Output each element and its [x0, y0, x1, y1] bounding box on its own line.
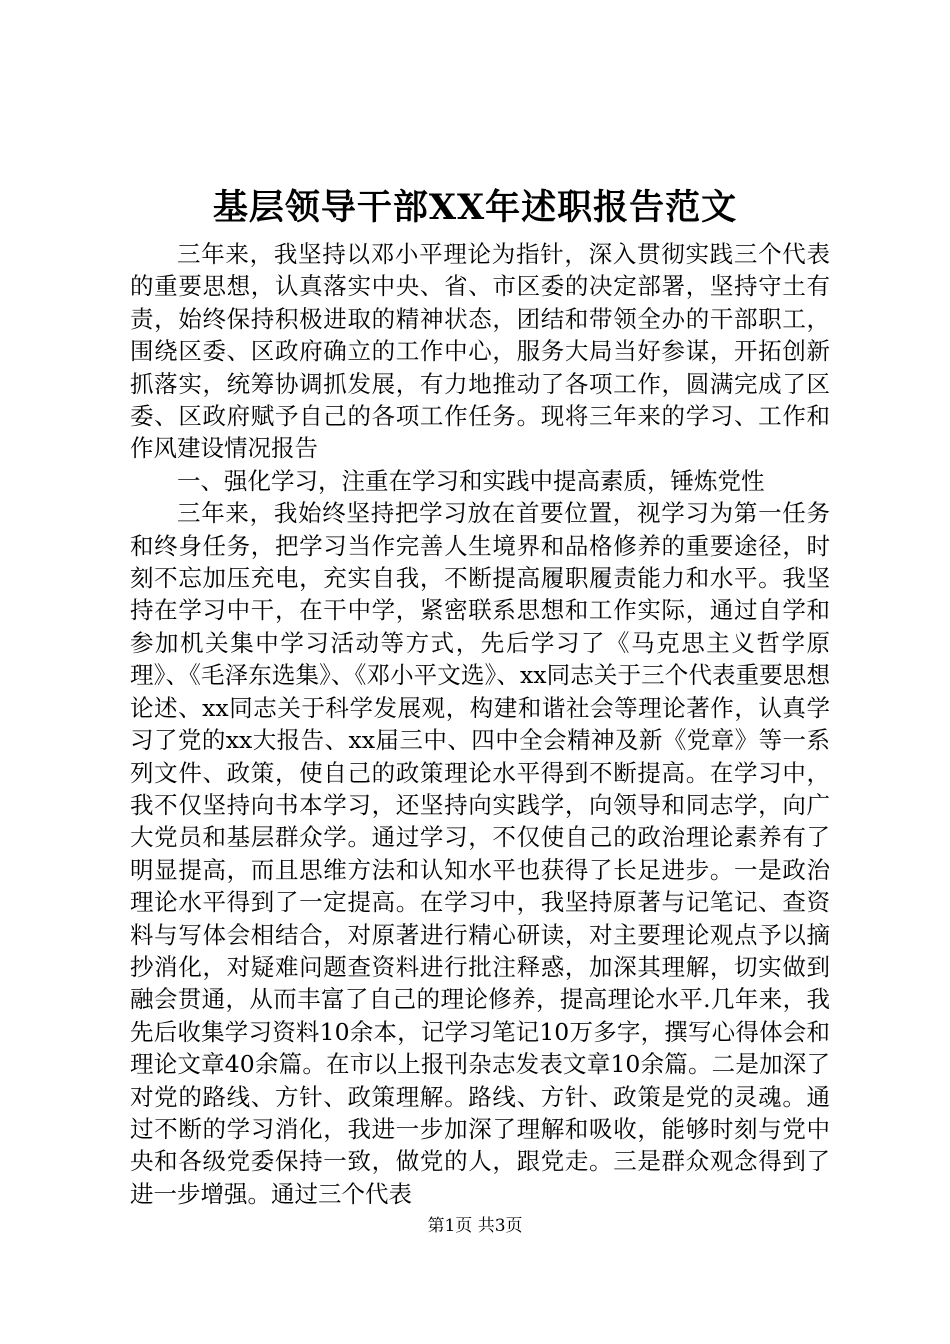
- paragraph-intro: 三年来，我坚持以邓小平理论为指针，深入贯彻实践三个代表的重要思想，认真落实中央、省、市区委的决定部署，坚持守土有责，始终保持积极进取的精神状态，团结和带领全办的干部职工，围绕区委、区政府确立的工作中心，服务大局当好参谋，开拓创新抓落实，统筹协调抓发展，有力地推动了各项工作，圆满完成了区委、区政府赋予自己的各项工作任务。现将三年来的学习、工作和作风建设情况报告: [130, 240, 830, 463]
- paragraph-study: 三年来，我始终坚持把学习放在首要位置，视学习为第一任务和终身任务，把学习当作完善人生境界和品格修养的重要途径，时刻不忘加压充电，充实自我，不断提高履职履责能力和水平。我坚持在学习中干，在干中学，紧密联系思想和工作实际，通过自学和参加机关集中学习活动等方式，先后学习了《马克思主义哲学原理》、《毛泽东选集》、《邓小平文选》、xx同志关于三个代表重要思想论述、xx同志关于科学发展观，构建和谐社会等理论著作，认真学习了党的xx大报告、xx届三中、四中全会精神及新《党章》等一系列文件、政策，使自己的政策理论水平得到不断提高。在学习中，我不仅坚持向书本学习，还坚持向实践学，向领导和同志学，向广大党员和基层群众学。通过学习，不仅使自己的政治理论素养有了明显提高，而且思维方法和认知水平也获得了长足进步。一是政治理论水平得到了一定提高。在学习中，我坚持原著与记笔记、查资料与写体会相结合，对原著进行精心研读，对主要理论观点予以摘抄消化，对疑难问题查资料进行批注释惑，加深其理解，切实做到融会贯通，从而丰富了自己的理论修养，提高理论水平.几年来，我先后收集学习资料10余本，记学习笔记10万多字，撰写心得体会和理论文章40余篇。在市以上报刊杂志发表文章10余篇。二是加深了对党的路线、方针、政策理解。路线、方针、政策是党的灵魂。通过不断的学习消化，我进一步加深了理解和吸收，能够时刻与党中央和各级党委保持一致，做党的人，跟党走。三是群众观念得到了进一步增强。通过三个代表: [130, 499, 830, 1208]
- page-footer: 第1页 共3页: [427, 1216, 523, 1236]
- section-heading-1: 一、强化学习，注重在学习和实践中提高素质，锤炼党性: [177, 466, 765, 495]
- document-title: 基层领导干部XX年述职报告范文: [212, 187, 738, 228]
- document-body: [130, 238, 830, 1210]
